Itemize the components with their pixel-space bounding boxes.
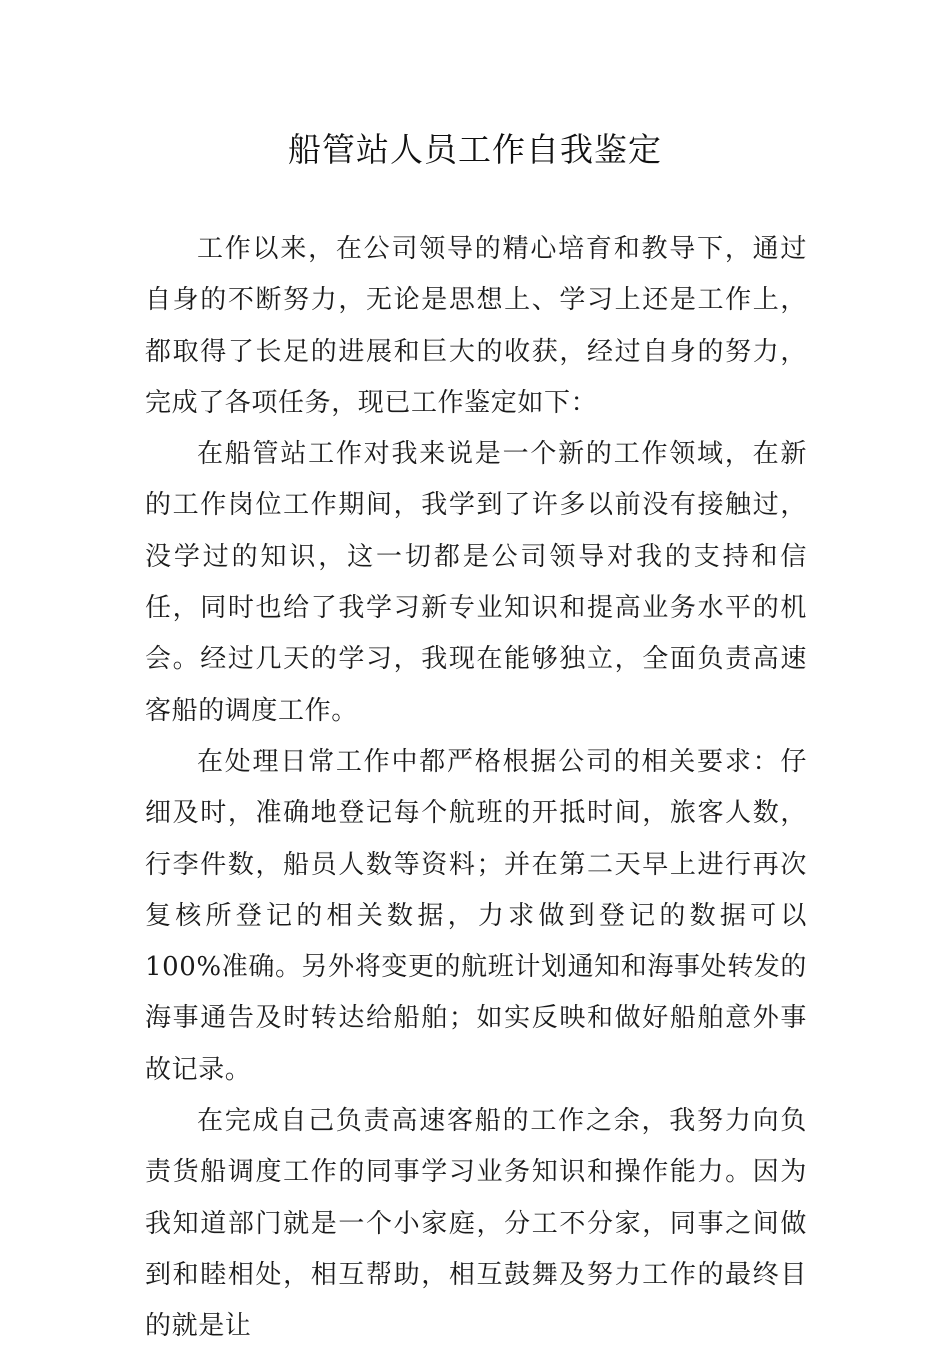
document-title: 船管站人员工作自我鉴定 — [288, 130, 662, 169]
paragraph-2: 在船管站工作对我来说是一个新的工作领域，在新的工作岗位工作期间，我学到了许多以前没有接触过，没学过的知识，这一切都是公司领导对我的支持和信任，同时也给了我学习新专业知识和提高业务水平的机会。经过几天的学习，我现在能够独立，全面负责高速客船的调度工作。 — [145, 439, 807, 726]
paragraph-4: 在完成自己负责高速客船的工作之余，我努力向负责货船调度工作的同事学习业务知识和操作能力。因为我知道部门就是一个小家庭，分工不分家，同事之间做到和睦相处，相互帮助，相互鼓舞及努力工作的最终目的就是让 — [145, 1106, 807, 1342]
paragraph-3: 在处理日常工作中都严格根据公司的相关要求：仔细及时，准确地登记每个航班的开抵时间，旅客人数，行李件数，船员人数等资料；并在第二天早上进行再次复核所登记的相关数据，力求做到登记的数据可以 100%准确。另外将变更的航班计划通知和海事处转发的海事通告及时转达给船舶；如实反映和做好船舶意外事故记录。 — [145, 746, 807, 1085]
document-body — [145, 224, 807, 1353]
paragraph-1: 工作以来，在公司领导的精心培育和教导下，通过自身的不断努力，无论是思想上、学习上还是工作上，都取得了长足的进展和巨大的收获，经过自身的努力，完成了各项任务，现已工作鉴定如下： — [145, 234, 807, 418]
